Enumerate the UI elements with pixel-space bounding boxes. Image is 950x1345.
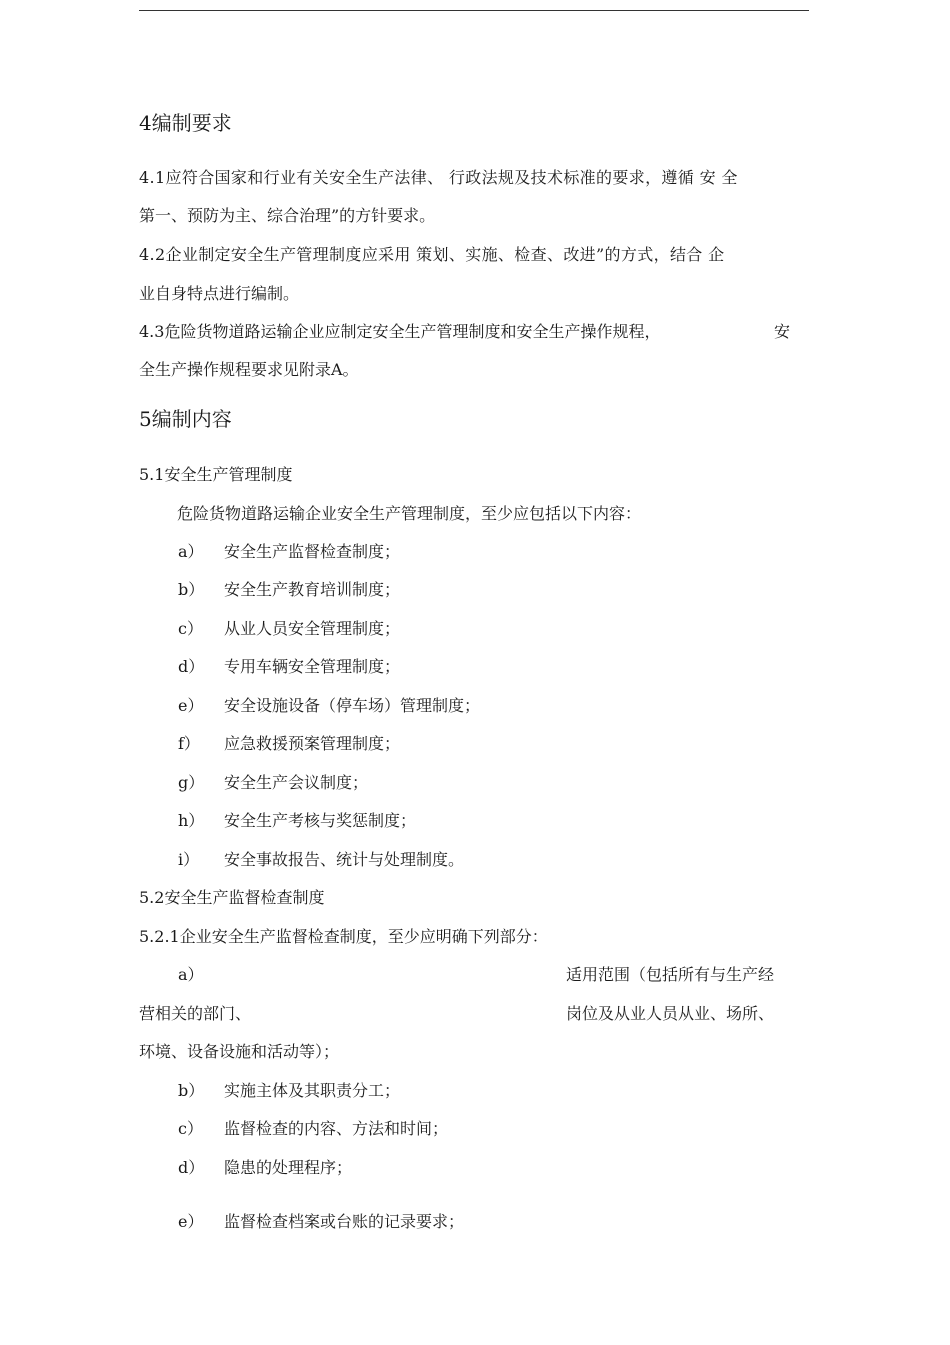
list-item-marker: e） — [178, 1212, 204, 1231]
list-item: 应急救援预案管理制度； — [224, 734, 401, 753]
list-item: 隐患的处理程序； — [224, 1158, 353, 1177]
section-5-2-title: 5.2安全生产监督检查制度 — [139, 888, 325, 907]
list-item-a-left-2: 营相关的部门、 — [139, 1004, 252, 1023]
para-4-2-line-1: 4.2企业制定安全生产管理制度应采用 策划、实施、检查、改进”的方式，结合 企 — [139, 245, 725, 264]
list-item-marker: g） — [178, 773, 205, 792]
list-item: 从业人员安全管理制度； — [224, 619, 401, 638]
para-4-1-line-1: 4.1应符合国家和行业有关安全生产法律、 行政法规及技术标准的要求，遵循 安 全 — [139, 168, 738, 187]
para-4-1-line-2: 第一、预防为主、综合治理”的方针要求。 — [139, 206, 436, 225]
list-item: 监督检查的内容、方法和时间； — [224, 1119, 449, 1138]
para-4-3-line-1-tail: 安 — [774, 322, 791, 341]
list-item: 安全生产考核与奖惩制度； — [224, 811, 417, 830]
list-item: 监督检查档案或台账的记录要求； — [224, 1212, 465, 1231]
para-4-2-line-2: 业自身特点进行编制。 — [139, 284, 300, 303]
list-item-marker: f） — [178, 734, 200, 753]
list-item-marker: a） — [178, 542, 204, 561]
list-item: 安全生产会议制度； — [224, 773, 369, 792]
section-5-heading: 5编制内容 — [139, 407, 232, 431]
list-item-a-right-1: 适用范围（包括所有与生产经 — [566, 965, 775, 984]
list-item: 安全设施设备（停车场）管理制度； — [224, 696, 481, 715]
list-item-marker: c） — [178, 619, 203, 638]
para-4-3-line-1: 4.3危险货物道路运输企业应制定安全生产管理制度和安全生产操作规程， — [139, 322, 661, 341]
list-item-marker: b） — [178, 580, 205, 599]
section-5-2-1-intro: 5.2.1企业安全生产监督检查制度，至少应明确下列部分： — [139, 927, 548, 946]
list-item-marker: c） — [178, 1119, 203, 1138]
list-item-marker: a） — [178, 965, 204, 984]
list-item-marker: e） — [178, 696, 204, 715]
section-4-heading: 4编制要求 — [139, 111, 232, 135]
list-item-marker: d） — [178, 657, 205, 676]
list-item-a-right-2: 岗位及从业人员从业、场所、 — [566, 1004, 775, 1023]
list-item: 安全事故报告、统计与处理制度。 — [224, 850, 465, 869]
section-5-1-title: 5.1安全生产管理制度 — [139, 465, 293, 484]
list-item-marker: h） — [178, 811, 205, 830]
list-item: 安全生产监督检查制度； — [224, 542, 401, 561]
para-4-3-line-2: 全生产操作规程要求见附录A。 — [139, 360, 359, 379]
list-item-marker: i） — [178, 850, 200, 869]
list-item-a-line-3: 环境、设备设施和活动等）； — [139, 1042, 340, 1061]
list-item: 实施主体及其职责分工； — [224, 1081, 401, 1100]
list-item-marker: b） — [178, 1081, 205, 1100]
section-5-1-intro: 危险货物道路运输企业安全生产管理制度，至少应包括以下内容： — [177, 504, 642, 523]
header-rule — [139, 10, 809, 11]
list-item: 安全生产教育培训制度； — [224, 580, 401, 599]
list-item-marker: d） — [178, 1158, 205, 1177]
list-item: 专用车辆安全管理制度； — [224, 657, 401, 676]
